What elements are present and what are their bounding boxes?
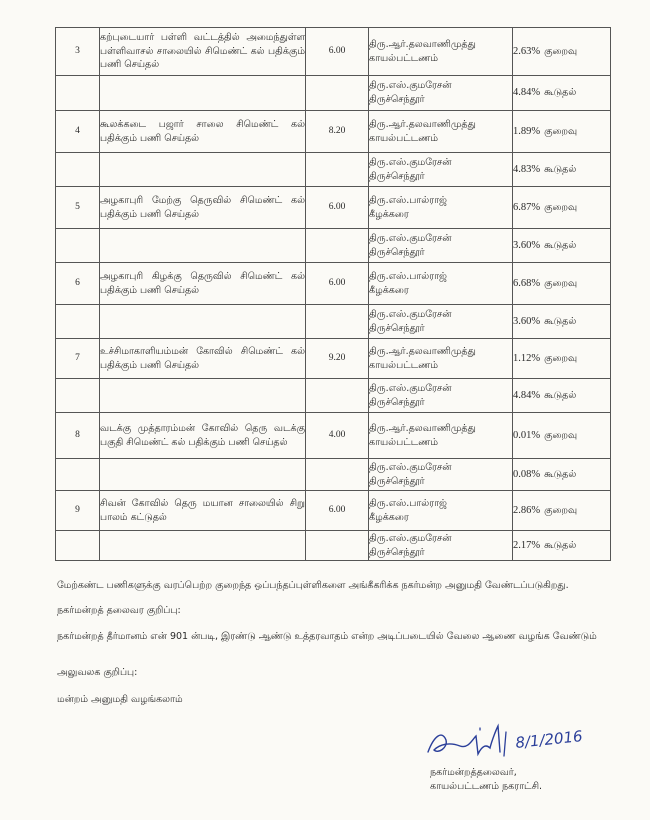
bidder-name: திரு.எஸ்.குமரேசன் <box>369 308 452 320</box>
empty-serial-cell <box>56 379 100 413</box>
bidder-place: திருச்செந்தூர் <box>369 170 425 182</box>
empty-work-cell <box>100 229 306 263</box>
bid-percentage: 2.86% <box>513 504 541 516</box>
serial-number: 8 <box>56 413 100 459</box>
bid-variance-type: குறைவு <box>544 277 578 289</box>
bid-variance-type: கூடுதல் <box>544 239 577 251</box>
bid-percentage: 2.63% <box>513 45 541 57</box>
bid-variance-type: கூடுதல் <box>544 389 577 401</box>
approval-note: மேற்கண்ட பணிகளுக்கு வரப்பெற்ற குறைந்த ஒப்பந்தப்புள்ளிகளை அங்கீகரிக்க நகர்மன்ற அனுமதி வேண்டப்படுகிறது. <box>57 580 569 591</box>
bid-percentage: 0.08% <box>513 468 541 480</box>
empty-amount-cell <box>306 229 369 263</box>
estimate-amount: 9.20 <box>306 339 369 379</box>
bidder-cell <box>369 491 513 531</box>
bid-percentage: 1.12% <box>513 352 541 364</box>
table-row <box>56 187 611 229</box>
empty-amount-cell <box>306 153 369 187</box>
work-description: கற்புடையார் பள்ளி வட்டத்தில் அமைந்துள்ள பள்ளிவாசல் சாலையில் சிமெண்ட் கல் பதிக்கும் பணி செய்தல் <box>100 28 306 76</box>
work-description: சிவன் கோவில் தெரு மயான சாலையில் சிறு பாலம் கட்டுதல் <box>100 491 306 531</box>
estimate-amount: 6.00 <box>306 491 369 531</box>
bidder-name: திரு.எஸ்.பால்ராஜ் <box>369 270 447 282</box>
empty-work-cell <box>100 305 306 339</box>
bid-variance-type: கூடுதல் <box>544 163 577 175</box>
empty-serial-cell <box>56 76 100 111</box>
bid-variance-type: கூடுதல் <box>544 87 577 99</box>
empty-amount-cell <box>306 459 369 491</box>
signatory-place: காயல்பட்டணம் நகராட்சி. <box>430 781 543 793</box>
bidder-place: திருச்செந்தூர் <box>369 475 425 487</box>
empty-work-cell <box>100 531 306 561</box>
serial-number: 5 <box>56 187 100 229</box>
bidder-cell <box>369 339 513 379</box>
bidder-place: காயல்பட்டணம் <box>369 436 438 448</box>
work-description: வடக்கு முத்தாரம்மன் கோவில் தெரு வடக்கு பகுதி சிமெண்ட் கல் பதிக்கும் பணி செய்தல் <box>100 413 306 459</box>
table-row-secondary-bid <box>56 229 611 263</box>
bidder-place: கீழக்கரை <box>369 284 409 296</box>
empty-amount-cell <box>306 531 369 561</box>
table-row <box>56 111 611 153</box>
estimate-amount: 6.00 <box>306 28 369 76</box>
bidder-place: காயல்பட்டணம் <box>369 132 438 144</box>
signatory-block <box>430 766 542 795</box>
office-note-text: மன்றம் அனுமதி வழங்கலாம் <box>57 694 183 705</box>
table-row-secondary-bid <box>56 531 611 561</box>
bid-variance-type: குறைவு <box>544 125 578 137</box>
serial-number: 4 <box>56 111 100 153</box>
bid-percentage-cell <box>513 339 611 379</box>
bidder-name: திரு.எஸ்.பால்ராஜ் <box>369 497 447 509</box>
empty-serial-cell <box>56 305 100 339</box>
serial-number: 6 <box>56 263 100 305</box>
bidder-cell <box>369 531 513 561</box>
bidder-name: திரு.எஸ்.குமரேசன் <box>369 80 452 92</box>
bidder-cell <box>369 305 513 339</box>
bid-percentage-cell <box>513 263 611 305</box>
work-description: கூலக்கடை பஜார் சாலை சிமெண்ட் கல் பதிக்கும் பணி செய்தல் <box>100 111 306 153</box>
table-row <box>56 263 611 305</box>
table-row <box>56 491 611 531</box>
empty-amount-cell <box>306 305 369 339</box>
bid-variance-type: குறைவு <box>544 504 578 516</box>
table-row-secondary-bid <box>56 153 611 187</box>
empty-serial-cell <box>56 459 100 491</box>
bid-percentage-cell <box>513 229 611 263</box>
bidder-place: திருச்செந்தூர் <box>369 246 425 258</box>
table-row-secondary-bid <box>56 379 611 413</box>
bid-variance-type: குறைவு <box>544 45 578 57</box>
empty-amount-cell <box>306 379 369 413</box>
bidder-cell <box>369 153 513 187</box>
serial-number: 3 <box>56 28 100 76</box>
bidder-cell <box>369 229 513 263</box>
bidder-name: திரு.எஸ்.குமரேசன் <box>369 532 452 544</box>
empty-work-cell <box>100 379 306 413</box>
bidder-place: கீழக்கரை <box>369 511 409 523</box>
bid-percentage-cell <box>513 413 611 459</box>
bid-percentage: 3.60% <box>513 315 541 327</box>
work-description: அழகாபுரி மேற்கு தெருவில் சிமெண்ட் கல் பதிக்கும் பணி செய்தல் <box>100 187 306 229</box>
bid-percentage-cell <box>513 459 611 491</box>
bidder-name: திரு.ஆர்.தலவாணிமுத்து <box>369 345 476 357</box>
table-row-secondary-bid <box>56 459 611 491</box>
bidder-cell <box>369 379 513 413</box>
serial-number: 7 <box>56 339 100 379</box>
serial-number: 9 <box>56 491 100 531</box>
chair-note-heading: நகர்மன்றத் தலைவர குறிப்பு: <box>57 605 181 616</box>
empty-work-cell <box>100 76 306 111</box>
bidder-name: திரு.எஸ்.குமரேசன் <box>369 232 452 244</box>
bid-percentage: 4.84% <box>513 87 541 99</box>
empty-serial-cell <box>56 153 100 187</box>
bidder-place: காயல்பட்டணம் <box>369 52 438 64</box>
estimate-amount: 6.00 <box>306 187 369 229</box>
bidder-cell <box>369 263 513 305</box>
bid-percentage-cell <box>513 76 611 111</box>
bid-percentage: 6.68% <box>513 277 541 289</box>
table-row <box>56 28 611 76</box>
chair-note-text: நகர்மன்றத் தீர்மானம் என் 901 ன்படி, இரண்டு ஆண்டு உத்தரவாதம் என்ற அடிப்படையில் வேலை ஆணை வழங்க வேண்டும் <box>57 631 597 642</box>
signatory-title: நகர்மன்றத்தலைவர், <box>430 767 517 778</box>
signature-date: 8/1/2016 <box>514 727 584 752</box>
bid-percentage: 3.60% <box>513 239 541 251</box>
bid-percentage-cell <box>513 531 611 561</box>
table-row-secondary-bid <box>56 305 611 339</box>
bid-percentage: 4.83% <box>513 163 541 175</box>
table-row-secondary-bid <box>56 76 611 111</box>
bidder-cell <box>369 459 513 491</box>
bidder-place: திருச்செந்தூர் <box>369 94 425 105</box>
tender-table-body <box>56 28 611 561</box>
bid-percentage: 4.84% <box>513 389 541 401</box>
handwritten-signature <box>420 718 600 770</box>
bid-variance-type: குறைவு <box>544 352 578 364</box>
bidder-place: கீழக்கரை <box>369 208 409 220</box>
bid-variance-type: கூடுதல் <box>544 315 577 327</box>
table-row <box>56 339 611 379</box>
bid-variance-type: கூடுதல் <box>544 539 577 551</box>
bid-percentage-cell <box>513 153 611 187</box>
bidder-place: திருச்செந்தூர் <box>369 396 425 408</box>
bidder-name: திரு.எஸ்.குமரேசன் <box>369 382 452 394</box>
bidder-place: திருச்செந்தூர் <box>369 546 425 558</box>
bidder-name: திரு.எஸ்.குமரேசன் <box>369 156 452 168</box>
empty-serial-cell <box>56 531 100 561</box>
bid-percentage: 1.89% <box>513 125 541 137</box>
bidder-cell <box>369 187 513 229</box>
office-note-heading: அலுவலக குறிப்பு: <box>57 667 138 678</box>
work-description: உச்சிமாகாளியம்மன் கோவில் சிமெண்ட் கல் பதிக்கும் பணி செய்தல் <box>100 339 306 379</box>
bid-percentage: 2.17% <box>513 539 541 551</box>
empty-serial-cell <box>56 229 100 263</box>
estimate-amount: 8.20 <box>306 111 369 153</box>
bid-percentage-cell <box>513 491 611 531</box>
bidder-place: காயல்பட்டணம் <box>369 359 438 371</box>
bid-percentage-cell <box>513 379 611 413</box>
bidder-cell <box>369 76 513 111</box>
bid-percentage-cell <box>513 305 611 339</box>
estimate-amount: 6.00 <box>306 263 369 305</box>
bidder-name: திரு.ஆர்.தலவாணிமுத்து <box>369 38 476 50</box>
bid-percentage-cell <box>513 187 611 229</box>
bid-variance-type: கூடுதல் <box>544 468 577 480</box>
tender-table <box>55 27 611 561</box>
bidder-name: திரு.எஸ்.குமரேசன் <box>369 461 452 473</box>
bid-variance-type: குறைவு <box>544 201 578 213</box>
bidder-place: திருச்செந்தூர் <box>369 322 425 334</box>
empty-work-cell <box>100 153 306 187</box>
bid-percentage: 0.01% <box>513 429 541 441</box>
table-row <box>56 413 611 459</box>
bidder-name: திரு.ஆர்.தலவாணிமுத்து <box>369 118 476 130</box>
work-description: அழகாபுரி கிழக்கு தெருவில் சிமெண்ட் கல் பதிக்கும் பணி செய்தல் <box>100 263 306 305</box>
bid-percentage-cell <box>513 111 611 153</box>
bidder-cell <box>369 111 513 153</box>
bidder-cell <box>369 413 513 459</box>
bid-variance-type: குறைவு <box>544 429 578 441</box>
bidder-name: திரு.ஆர்.தலவாணிமுத்து <box>369 422 476 434</box>
empty-work-cell <box>100 459 306 491</box>
bidder-cell <box>369 28 513 76</box>
bidder-name: திரு.எஸ்.பால்ராஜ் <box>369 194 447 206</box>
bid-percentage: 6.87% <box>513 201 541 213</box>
empty-amount-cell <box>306 76 369 111</box>
bid-percentage-cell <box>513 28 611 76</box>
estimate-amount: 4.00 <box>306 413 369 459</box>
